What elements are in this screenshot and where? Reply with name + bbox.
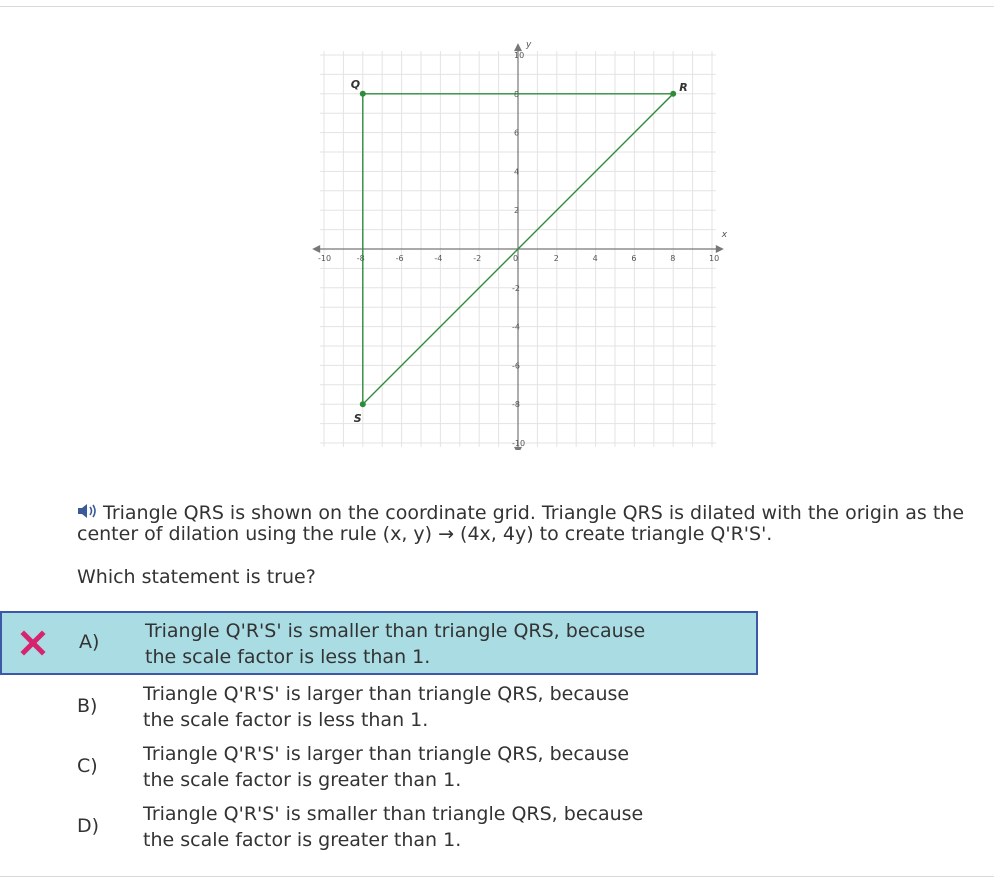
choice-d[interactable] xyxy=(0,795,758,855)
choice-letter: A) xyxy=(79,631,100,653)
y-tick-label: -10 xyxy=(512,439,526,448)
answer-choices xyxy=(0,611,758,855)
bottom-divider xyxy=(0,876,994,877)
x-axis-arrow-right xyxy=(716,245,724,253)
x-tick-label: -4 xyxy=(434,254,443,263)
y-axis-label: y xyxy=(526,40,532,51)
y-tick-label: 6 xyxy=(514,128,520,138)
incorrect-x-icon xyxy=(20,630,46,656)
x-tick-label: -8 xyxy=(356,254,365,263)
vertex-label-r: R xyxy=(679,80,688,94)
coordinate-grid xyxy=(300,30,740,450)
choice-text: Triangle Q'R'S' is smaller than triangle QRS, because the scale factor is greater than 1. xyxy=(143,803,644,851)
choice-letter: C) xyxy=(77,755,98,777)
x-tick-label: 4 xyxy=(592,254,598,263)
x-tick-label: -6 xyxy=(395,254,404,263)
x-tick-label: -10 xyxy=(318,254,332,263)
y-tick-label: -2 xyxy=(512,283,520,293)
vertex-point-s xyxy=(360,401,366,407)
choice-letter: B) xyxy=(77,695,98,717)
vertex-label-q: Q xyxy=(350,77,361,91)
y-tick-label: 8 xyxy=(514,89,520,99)
y-tick-label: 10 xyxy=(514,51,525,60)
x-tick-label: -2 xyxy=(473,254,482,263)
x-axis-arrow-left xyxy=(312,245,320,253)
question-body: Triangle QRS is shown on the coordinate grid. Triangle QRS is dilated with the origin as the center of dilation using the rule (x, y) → (4x, 4y) to create triangle Q'R'S'. xyxy=(77,502,965,545)
y-axis-arrow-up xyxy=(514,43,522,51)
choice-text: Triangle Q'R'S' is smaller than triangle QRS, because the scale factor is less than 1. xyxy=(145,620,646,668)
y-tick-label: -8 xyxy=(512,400,520,410)
x-tick-label: 10 xyxy=(709,254,720,263)
top-divider xyxy=(0,6,994,7)
choice-text: Triangle Q'R'S' is larger than triangle QRS, because the scale factor is less than 1. xyxy=(143,683,630,731)
y-tick-label: 2 xyxy=(514,206,520,216)
choice-text: Triangle Q'R'S' is larger than triangle QRS, because the scale factor is greater than 1. xyxy=(143,743,630,791)
x-tick-label: 0 xyxy=(513,254,519,263)
y-tick-label: -6 xyxy=(512,361,520,371)
y-tick-label: 4 xyxy=(514,167,520,177)
speaker-icon[interactable] xyxy=(77,503,103,524)
x-tick-label: 8 xyxy=(670,254,676,263)
question-text xyxy=(77,503,987,545)
choice-c[interactable] xyxy=(0,735,758,795)
vertex-label-s: S xyxy=(353,412,362,426)
vertex-point-r xyxy=(670,91,676,97)
choice-b[interactable] xyxy=(0,675,758,735)
x-tick-label: 6 xyxy=(631,254,637,263)
choice-a[interactable] xyxy=(0,611,758,675)
vertex-point-q xyxy=(360,91,366,97)
x-axis-label: x xyxy=(721,230,728,240)
question-prompt: Which statement is true? xyxy=(77,566,316,588)
y-tick-label: -4 xyxy=(512,322,520,332)
choice-letter: D) xyxy=(77,815,100,837)
x-tick-label: 2 xyxy=(553,254,559,263)
